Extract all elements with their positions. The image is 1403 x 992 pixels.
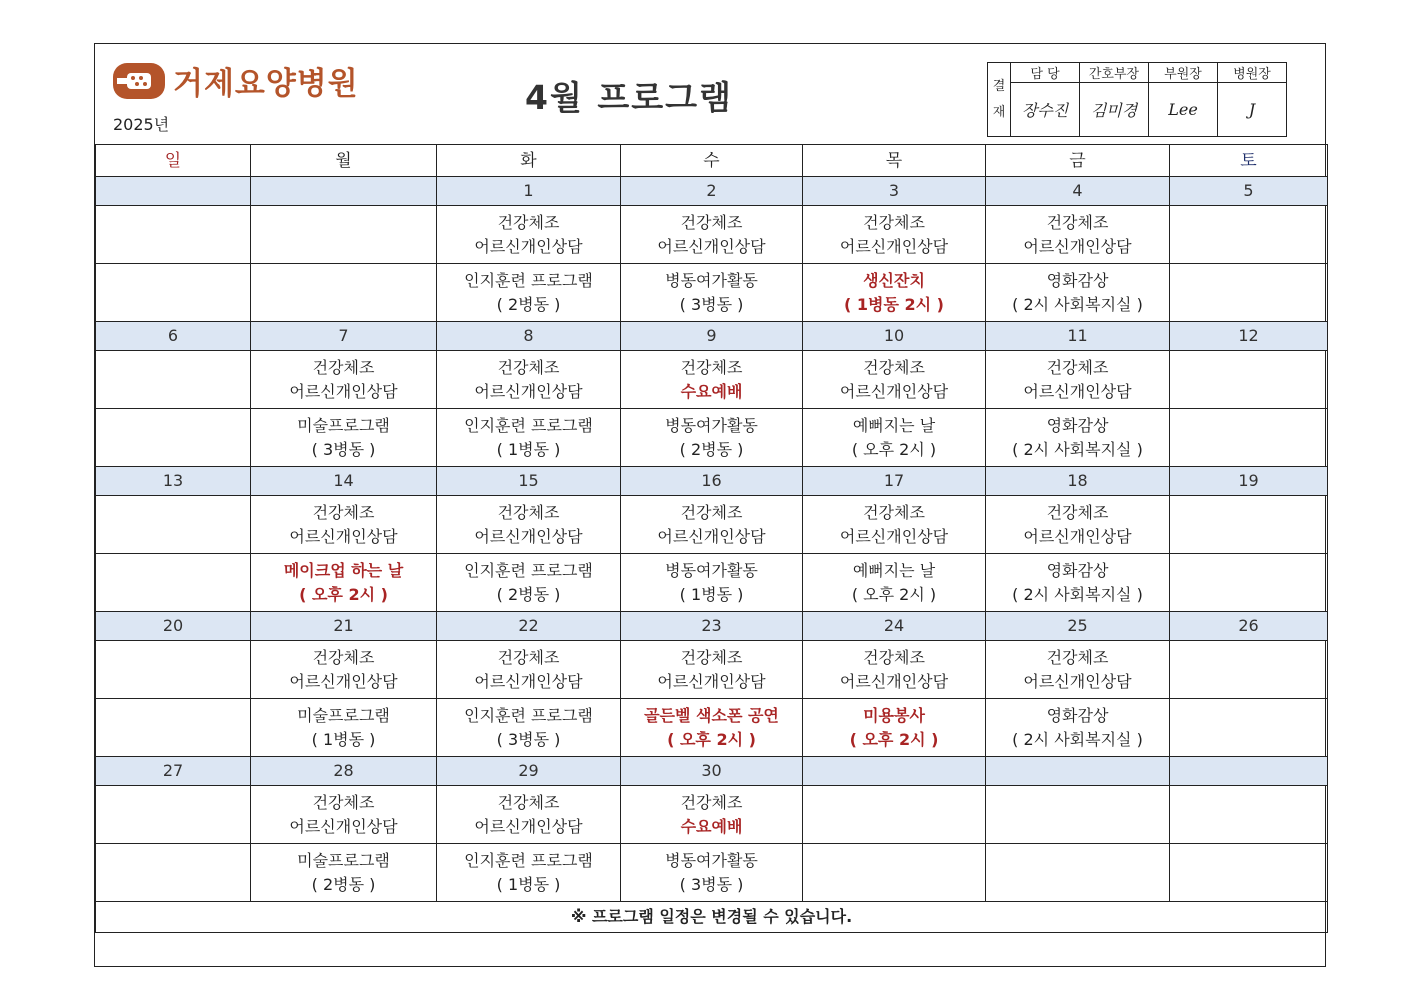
activity-text: 건강체조 (680, 647, 743, 667)
activity-cell (437, 351, 621, 409)
activity-cell (621, 554, 803, 612)
activity-text: 병동여가활동 (665, 415, 758, 435)
date-cell: 10 (803, 322, 986, 351)
weekday-header: 금 (986, 145, 1170, 177)
weekday-header: 화 (437, 145, 621, 177)
activity-text: 병동여가활동 (665, 270, 758, 290)
activity-text: ( 오후 2시 ) (851, 584, 937, 604)
activity-cell (437, 409, 621, 467)
activity-cell (803, 496, 986, 554)
activity-cell (1170, 496, 1328, 554)
activity-cell (621, 844, 803, 902)
page-title: 4월 프로그램 (525, 78, 733, 117)
activity-cell (96, 554, 251, 612)
activity-text: 어르신개인상담 (289, 381, 398, 401)
activity-text: ( 3병동 ) (496, 729, 561, 749)
activity-text: 미술프로그램 (297, 850, 390, 870)
activity-text: ( 2시 사회복지실 ) (1012, 294, 1143, 314)
activity-cell (803, 844, 986, 902)
activity-cell (803, 554, 986, 612)
activity-text: ( 1병동 ) (311, 729, 376, 749)
activity-text: 건강체조 (1046, 357, 1109, 377)
approval-box (987, 62, 1287, 137)
activity-text: 어르신개인상담 (657, 236, 766, 256)
activity-cell (96, 496, 251, 554)
date-cell: 6 (96, 322, 251, 351)
date-cell: 19 (1170, 467, 1328, 496)
activity-cell (1170, 699, 1328, 757)
activity-text: 건강체조 (1046, 502, 1109, 522)
activity-cell (251, 554, 437, 612)
activity-text: ( 오후 2시 ) (299, 584, 388, 604)
activity-text: 미술프로그램 (297, 705, 390, 725)
activity-text: 예뻐지는 날 (852, 415, 936, 435)
activity-text: 건강체조 (312, 502, 375, 522)
date-cell: 24 (803, 612, 986, 641)
activity-cell (251, 786, 437, 844)
activity-cell (1170, 554, 1328, 612)
approval-role: 담 당 (1011, 63, 1080, 83)
date-cell: 2 (621, 177, 803, 206)
activity-cell (1170, 409, 1328, 467)
approval-side-label-1: 결 (992, 78, 1006, 94)
activity-text: 건강체조 (312, 647, 375, 667)
activity-cell (1170, 641, 1328, 699)
activity-text: ( 3병동 ) (679, 294, 744, 314)
weekday-header: 일 (96, 145, 251, 177)
activity-cell (251, 641, 437, 699)
activity-cell (803, 206, 986, 264)
hospital-name: 거제요양병원 (173, 66, 359, 102)
activity-text: 건강체조 (497, 647, 560, 667)
activity-cell (96, 351, 251, 409)
year-label: 2025년 (113, 115, 170, 134)
activity-text: ( 2병동 ) (496, 294, 561, 314)
activity-cell (986, 786, 1170, 844)
activity-text: 미용봉사 (863, 705, 925, 725)
activity-text: 건강체조 (863, 357, 925, 377)
date-cell: 26 (1170, 612, 1328, 641)
activity-text: 영화감상 (1046, 705, 1109, 725)
activity-text: 예뻐지는 날 (852, 560, 936, 580)
activity-cell (986, 409, 1170, 467)
activity-cell (986, 554, 1170, 612)
activity-cell (986, 206, 1170, 264)
activity-cell (621, 786, 803, 844)
activity-text: 어르신개인상담 (1023, 526, 1132, 546)
activity-text: 어르신개인상담 (289, 526, 398, 546)
activity-cell (437, 786, 621, 844)
activity-text: ( 3병동 ) (311, 439, 376, 459)
activity-cell (986, 641, 1170, 699)
activity-text: 수요예배 (680, 816, 743, 836)
activity-text: 어르신개인상담 (839, 671, 949, 691)
activity-text: 인지훈련 프로그램 (464, 415, 593, 435)
activity-text: 병동여가활동 (665, 850, 758, 870)
activity-cell (986, 844, 1170, 902)
date-cell (251, 177, 437, 206)
approval-side-label (988, 63, 1011, 137)
activity-cell (621, 264, 803, 322)
activity-cell (96, 409, 251, 467)
weekday-header: 수 (621, 145, 803, 177)
activity-text: 인지훈련 프로그램 (464, 560, 593, 580)
date-cell: 8 (437, 322, 621, 351)
weekday-header: 월 (251, 145, 437, 177)
date-cell: 16 (621, 467, 803, 496)
activity-cell (437, 699, 621, 757)
date-cell (986, 757, 1170, 786)
activity-cell (251, 206, 437, 264)
date-cell: 30 (621, 757, 803, 786)
activity-cell (803, 699, 986, 757)
activity-cell (96, 641, 251, 699)
activity-cell (96, 264, 251, 322)
activity-cell (1170, 844, 1328, 902)
activity-cell (251, 264, 437, 322)
approval-role: 간호부장 (1080, 63, 1149, 83)
activity-text: 영화감상 (1046, 270, 1109, 290)
activity-cell (621, 496, 803, 554)
activity-cell (1170, 206, 1328, 264)
activity-text: 건강체조 (863, 502, 925, 522)
date-cell: 27 (96, 757, 251, 786)
signature-text: 김미경 (1090, 101, 1138, 120)
date-cell: 5 (1170, 177, 1328, 206)
date-cell: 4 (986, 177, 1170, 206)
activity-text: 어르신개인상담 (474, 526, 583, 546)
activity-text: 어르신개인상담 (474, 816, 583, 836)
activity-cell (96, 844, 251, 902)
weekday-header: 목 (803, 145, 986, 177)
activity-cell (986, 496, 1170, 554)
date-cell: 3 (803, 177, 986, 206)
activity-text: 메이크업 하는 날 (283, 560, 404, 580)
approval-signature (1080, 83, 1149, 137)
activity-cell (437, 206, 621, 264)
date-cell (803, 757, 986, 786)
date-cell: 23 (621, 612, 803, 641)
activity-text: ( 오후 2시 ) (849, 729, 939, 749)
date-cell: 29 (437, 757, 621, 786)
activity-text: 어르신개인상담 (474, 381, 583, 401)
activity-text: ( 2병동 ) (311, 874, 376, 894)
approval-side-label-2: 재 (992, 104, 1006, 120)
activity-cell (1170, 264, 1328, 322)
activity-text: ( 2시 사회복지실 ) (1012, 729, 1143, 749)
activity-text: 어르신개인상담 (289, 671, 398, 691)
date-cell: 20 (96, 612, 251, 641)
activity-text: ( 2시 사회복지실 ) (1012, 439, 1143, 459)
activity-cell (96, 786, 251, 844)
activity-cell (1170, 351, 1328, 409)
date-cell: 9 (621, 322, 803, 351)
date-cell: 13 (96, 467, 251, 496)
activity-text: 어르신개인상담 (474, 671, 583, 691)
activity-cell (621, 699, 803, 757)
weekday-header: 토 (1170, 145, 1328, 177)
activity-text: ( 1병동 ) (496, 874, 561, 894)
date-cell: 21 (251, 612, 437, 641)
activity-cell (251, 699, 437, 757)
approval-signature (1149, 83, 1218, 137)
activity-text: ( 1병동 ) (679, 584, 744, 604)
activity-text: 건강체조 (680, 792, 743, 812)
activity-cell (437, 496, 621, 554)
activity-cell (251, 409, 437, 467)
activity-cell (437, 264, 621, 322)
activity-text: 어르신개인상담 (1023, 236, 1132, 256)
activity-text: ( 3병동 ) (679, 874, 744, 894)
activity-text: 건강체조 (863, 647, 925, 667)
activity-text: 골든벨 색소폰 공연 (644, 705, 779, 725)
activity-cell (986, 699, 1170, 757)
date-cell: 18 (986, 467, 1170, 496)
activity-cell (251, 496, 437, 554)
activity-text: 건강체조 (497, 502, 560, 522)
activity-text: ( 오후 2시 ) (667, 729, 756, 749)
date-cell: 1 (437, 177, 621, 206)
activity-cell (251, 351, 437, 409)
approval-signature (1218, 83, 1287, 137)
activity-text: 어르신개인상담 (1023, 671, 1132, 691)
activity-text: ( 2시 사회복지실 ) (1012, 584, 1143, 604)
activity-cell (437, 844, 621, 902)
activity-text: 생신잔치 (863, 270, 925, 290)
activity-text: 영화감상 (1046, 415, 1109, 435)
hospital-logo (111, 58, 359, 103)
activity-cell (986, 351, 1170, 409)
activity-text: ( 1병동 2시 ) (844, 294, 944, 314)
activity-cell (803, 351, 986, 409)
activity-text: 건강체조 (1046, 647, 1109, 667)
hospital-logo-icon (111, 59, 167, 103)
activity-cell (621, 641, 803, 699)
activity-text: ( 2병동 ) (496, 584, 561, 604)
date-cell: 17 (803, 467, 986, 496)
activity-text: 건강체조 (497, 792, 560, 812)
activity-text: 건강체조 (312, 792, 375, 812)
activity-text: 건강체조 (680, 502, 743, 522)
activity-text: 어르신개인상담 (839, 381, 949, 401)
activity-cell (437, 641, 621, 699)
activity-text: 인지훈련 프로그램 (464, 270, 593, 290)
activity-text: 건강체조 (680, 357, 743, 377)
activity-cell (986, 264, 1170, 322)
activity-text: 인지훈련 프로그램 (464, 850, 593, 870)
activity-text: 수요예배 (680, 381, 743, 401)
activity-cell (803, 409, 986, 467)
date-cell (96, 177, 251, 206)
date-cell: 15 (437, 467, 621, 496)
activity-text: 어르신개인상담 (839, 236, 949, 256)
date-cell (1170, 757, 1328, 786)
program-sheet (94, 43, 1326, 967)
activity-text: 인지훈련 프로그램 (464, 705, 593, 725)
activity-cell (96, 206, 251, 264)
activity-text: 병동여가활동 (665, 560, 758, 580)
activity-text: 어르신개인상담 (474, 236, 583, 256)
date-cell: 22 (437, 612, 621, 641)
activity-text: 어르신개인상담 (657, 526, 766, 546)
signature-text: J (1248, 100, 1256, 119)
date-cell: 7 (251, 322, 437, 351)
date-cell: 28 (251, 757, 437, 786)
activity-cell (437, 554, 621, 612)
activity-text: 어르신개인상담 (839, 526, 949, 546)
date-cell: 11 (986, 322, 1170, 351)
activity-cell (803, 786, 986, 844)
activity-text: ( 2병동 ) (679, 439, 744, 459)
activity-text: 건강체조 (312, 357, 375, 377)
activity-text: 어르신개인상담 (289, 816, 398, 836)
signature-text: Lee (1168, 100, 1198, 119)
activity-text: 건강체조 (863, 212, 925, 232)
activity-text: 미술프로그램 (297, 415, 390, 435)
date-cell: 25 (986, 612, 1170, 641)
activity-cell (621, 409, 803, 467)
activity-text: 영화감상 (1046, 560, 1109, 580)
activity-text: 건강체조 (1046, 212, 1109, 232)
activity-cell (1170, 786, 1328, 844)
schedule-change-notice: ※ 프로그램 일정은 변경될 수 있습니다. (96, 902, 1328, 933)
signature-text: 장수진 (1021, 101, 1069, 120)
activity-text: 건강체조 (497, 357, 560, 377)
approval-role: 병원장 (1218, 63, 1287, 83)
activity-cell (96, 699, 251, 757)
activity-cell (803, 264, 986, 322)
activity-text: 어르신개인상담 (657, 671, 766, 691)
activity-cell (251, 844, 437, 902)
activity-text: ( 1병동 ) (496, 439, 561, 459)
activity-text: 건강체조 (497, 212, 560, 232)
approval-role: 부원장 (1149, 63, 1218, 83)
date-cell: 14 (251, 467, 437, 496)
activity-text: 건강체조 (680, 212, 743, 232)
date-cell: 12 (1170, 322, 1328, 351)
activity-cell (803, 641, 986, 699)
program-calendar (95, 144, 1328, 933)
activity-cell (621, 206, 803, 264)
activity-text: 어르신개인상담 (1023, 381, 1132, 401)
approval-signature (1011, 83, 1080, 137)
activity-text: ( 오후 2시 ) (851, 439, 937, 459)
activity-cell (621, 351, 803, 409)
